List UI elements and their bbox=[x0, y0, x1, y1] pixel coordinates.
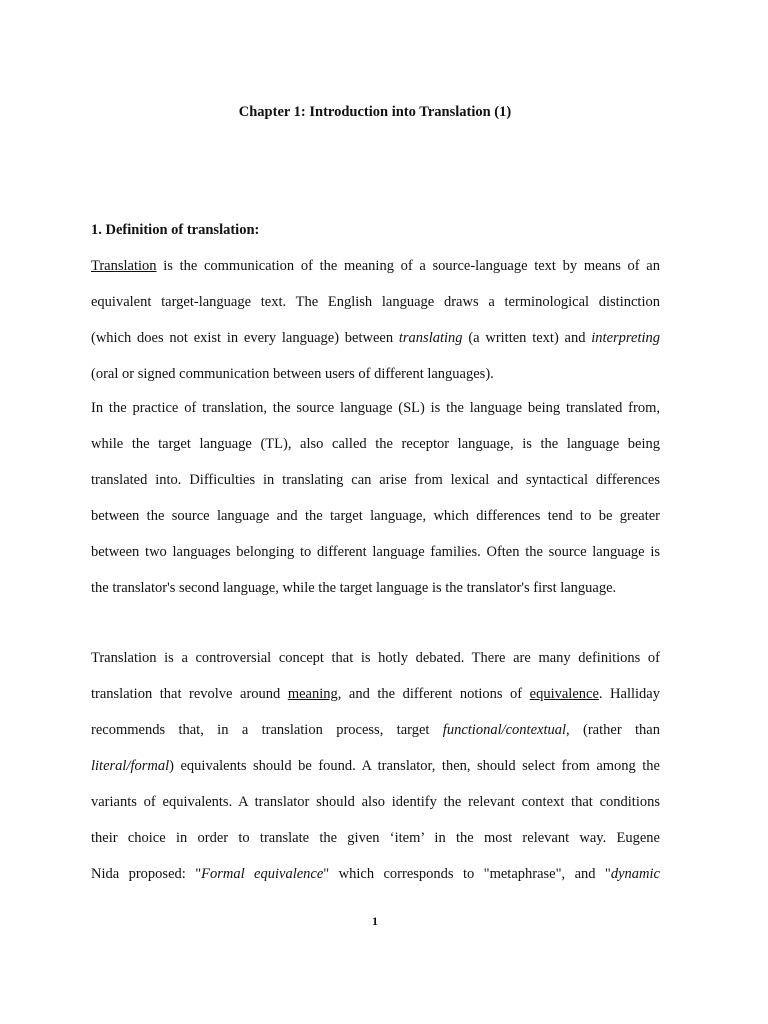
paragraph-line bbox=[91, 320, 660, 356]
underlined-term-translation: Translation bbox=[91, 258, 157, 274]
text-run: " which corresponds to "metaphrase", and " bbox=[323, 866, 611, 882]
italic-term-literal-formal: literal/formal bbox=[91, 758, 170, 774]
paragraph-line: while the target language (TL), also called the receptor language, is the language being bbox=[91, 436, 660, 452]
paragraph-line: In the practice of translation, the source language (SL) is the language being translated from, bbox=[91, 400, 660, 416]
underlined-term-meaning: meaning bbox=[287, 686, 338, 702]
paragraph-line bbox=[91, 248, 660, 284]
italic-term-interpreting: interpreting bbox=[591, 330, 660, 346]
text-run: , (rather than bbox=[566, 722, 660, 738]
paragraph-line: variants of equivalents. A translator should also identify the relevant context that conditions bbox=[91, 794, 660, 810]
paragraph-line: equivalent target-language text. The English language draws a terminological distinction bbox=[91, 294, 660, 310]
text-run: , and the different notions of bbox=[337, 686, 530, 702]
paragraph-source-target bbox=[91, 390, 660, 606]
paragraph-line: between two languages belonging to different language families. Often the source language is bbox=[91, 544, 660, 560]
paragraph-definition bbox=[91, 248, 660, 392]
paragraph-line bbox=[91, 676, 660, 712]
paragraph-line: Translation is a controversial concept that is hotly debated. There are many definitions of bbox=[91, 650, 660, 666]
text-run: ) equivalents should be found. A translator, then, should select from among the bbox=[169, 758, 660, 774]
italic-term-translating: translating bbox=[398, 330, 463, 346]
section-heading: 1. Definition of translation: bbox=[91, 222, 260, 238]
text-run: (a written text) and bbox=[462, 330, 592, 346]
italic-term-dynamic: dynamic bbox=[610, 866, 660, 882]
paragraph-line bbox=[91, 748, 660, 784]
paragraph-line bbox=[91, 856, 660, 892]
text-run: translation that revolve around bbox=[91, 686, 288, 702]
chapter-title: Chapter 1: Introduction into Translation (1) bbox=[238, 104, 512, 120]
text-run: is the communication of the meaning of a source-language text by means of an bbox=[156, 258, 660, 274]
paragraph-line: between the source language and the target language, which differences tend to be greater bbox=[91, 508, 660, 524]
text-run: recommends that, in a translation process, target bbox=[91, 722, 443, 738]
paragraph-line: (oral or signed communication between users of different languages). bbox=[91, 366, 494, 382]
italic-term-functional-contextual: functional/contextual bbox=[442, 722, 567, 738]
text-run: . Halliday bbox=[598, 686, 660, 702]
paragraph-line: the translator's second language, while the target language is the translator's first language. bbox=[91, 580, 617, 596]
underlined-term-equivalence: equivalence bbox=[529, 686, 599, 702]
text-run: (which does not exist in every language) between bbox=[91, 330, 399, 346]
paragraph-line: translated into. Difficulties in translating can arise from lexical and syntactical differences bbox=[91, 472, 660, 488]
paragraph-controversy bbox=[91, 640, 660, 892]
paragraph-line bbox=[91, 712, 660, 748]
text-run: Nida proposed: " bbox=[91, 866, 202, 882]
page-number: 1 bbox=[372, 914, 378, 928]
paragraph-line: their choice in order to translate the given ‘item’ in the most relevant way. Eugene bbox=[91, 830, 660, 846]
italic-term-formal-equivalence: Formal equivalence bbox=[201, 866, 324, 882]
